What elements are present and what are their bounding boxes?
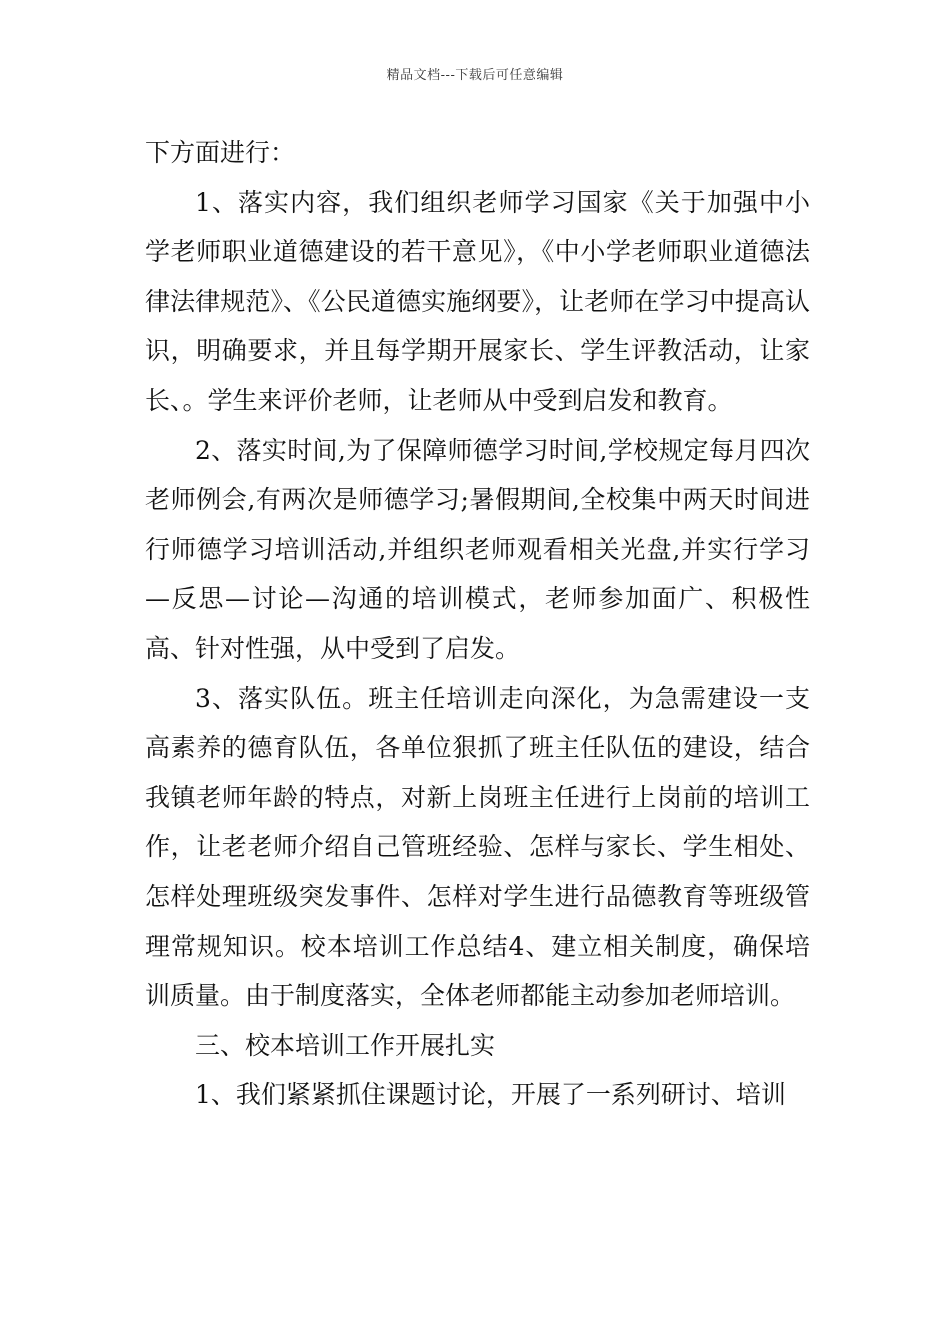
paragraph-3: 2、落实时间,为了保障师德学习时间,学校规定每月四次老师例会,有两次是师德学习;暑假期间,全校集中两天时间进行师德学习培训活动,并组织老师观看相关光盘,并实行学习—反思—讨论—沟通的培训模式，老师参加面广、积极性高、针对性强，从中受到了启发。: [145, 435, 810, 663]
section-heading: 三、校本培训工作开展扎实: [195, 1030, 496, 1060]
paragraph-4: 3、落实队伍。班主任培训走向深化，为急需建设一支高素养的德育队伍，各单位狠抓了班主任队伍的建设，结合我镇老师年龄的特点，对新上岗班主任进行上岗前的培训工作，让老老师介绍自己管班经验、怎样与家长、学生相处、怎样处理班级突发事件、怎样对学生进行品德教育等班级管理常规知识。校本培训工作总结4、建立相关制度，确保培训质量。由于制度落实，全体老师都能主动参加老师培训。: [145, 683, 810, 1011]
paragraph-2: 1、落实内容，我们组织老师学习国家《关于加强中小学老师职业道德建设的若干意见》，《中小学老师职业道德法律法律规范》、《公民道德实施纲要》，让老师在学习中提高认识，明确要求，并且每学期开展家长、学生评教活动，让家长、。学生来评价老师，让老师从中受到启发和教育。: [145, 187, 810, 415]
paragraph-1: 下方面进行：: [145, 138, 296, 167]
paragraph-5: 1、我们紧紧抓住课题讨论，开展了一系列研讨、培训: [195, 1080, 786, 1110]
page-header: 精品文档---下载后可任意编辑: [386, 68, 564, 83]
document-body: [145, 128, 810, 1120]
